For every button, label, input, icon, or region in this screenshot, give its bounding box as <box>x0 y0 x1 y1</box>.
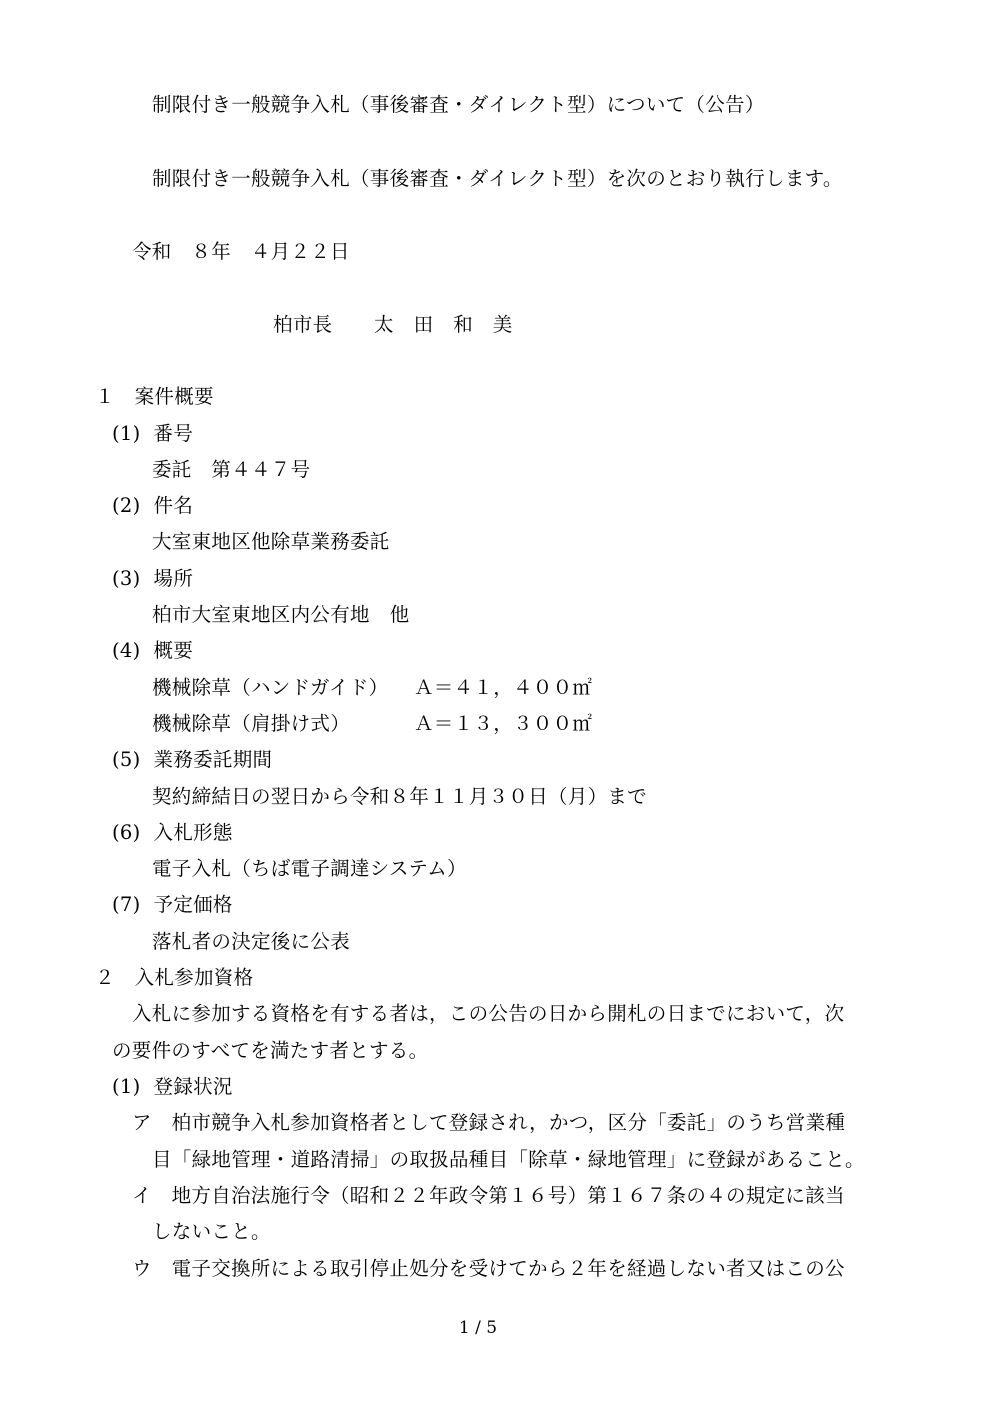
document-title: 制限付き一般競争入札（事後審査・ダイレクト型）について（公告） <box>152 93 765 116</box>
overview-row-2-name: 機械除草（肩掛け式） <box>152 712 351 735</box>
section-2-paragraph-line-1: 入札に参加する資格を有する者は，この公告の日から開札の日までにおいて，次 <box>132 1002 845 1025</box>
page-number: 1 / 5 <box>458 1318 498 1338</box>
item-value-location: 柏市大室東地区内公有地 他 <box>152 603 410 626</box>
overview-row-1-value: Ａ＝４１，４００㎡ <box>414 676 593 699</box>
item-label-overview: (4) 概要 <box>112 639 194 662</box>
section-2-paragraph-line-2: の要件のすべてを満たす者とする。 <box>112 1039 429 1062</box>
requirement-a-line-2: 目「緑地管理・道路清掃」の取扱品種目「除草・緑地管理」に登録があること。 <box>152 1148 865 1171</box>
item-label-location: (3) 場所 <box>112 567 194 590</box>
section-1-heading: １ 案件概要 <box>95 385 214 408</box>
item-label-registration: (1) 登録状況 <box>112 1075 233 1098</box>
item-label-number: (1) 番号 <box>112 422 194 445</box>
requirement-a-line-1: ア 柏市競争入札参加資格者として登録され，かつ，区分「委託」のうち営業種 <box>132 1111 846 1134</box>
overview-row-1-name: 機械除草（ハンドガイド） <box>152 676 389 699</box>
overview-row-2-value: Ａ＝１３，３００㎡ <box>414 712 593 735</box>
issue-date: 令和 ８年 ４月２２日 <box>132 240 350 263</box>
section-2-heading: ２ 入札参加資格 <box>95 966 254 989</box>
issuer-title: 柏市長 <box>273 313 333 336</box>
item-label-period: (5) 業務委託期間 <box>112 748 273 771</box>
item-label-bid-format: (6) 入札形態 <box>112 821 233 844</box>
requirement-i-line-2: しないこと。 <box>152 1220 271 1243</box>
item-value-planned-price: 落札者の決定後に公表 <box>152 930 351 953</box>
item-label-planned-price: (7) 予定価格 <box>112 893 233 916</box>
requirement-u-line-1: ウ 電子交換所による取引停止処分を受けてから２年を経過しない者又はこの公 <box>132 1257 845 1280</box>
item-value-bid-format: 電子入札（ちば電子調達システム） <box>152 857 467 880</box>
item-value-name: 大室東地区他除草業務委託 <box>152 530 390 553</box>
item-value-number: 委託 第４４７号 <box>152 458 311 481</box>
intro-text: 制限付き一般競争入札（事後審査・ダイレクト型）を次のとおり執行します。 <box>152 167 843 190</box>
requirement-i-line-1: イ 地方自治法施行令（昭和２２年政令第１６号）第１６７条の４の規定に該当 <box>132 1184 845 1207</box>
item-value-period: 契約締結日の翌日から令和８年１１月３０日（月）まで <box>152 785 648 808</box>
issuer-name: 太 田 和 美 <box>374 313 513 336</box>
item-label-name: (2) 件名 <box>112 494 194 517</box>
